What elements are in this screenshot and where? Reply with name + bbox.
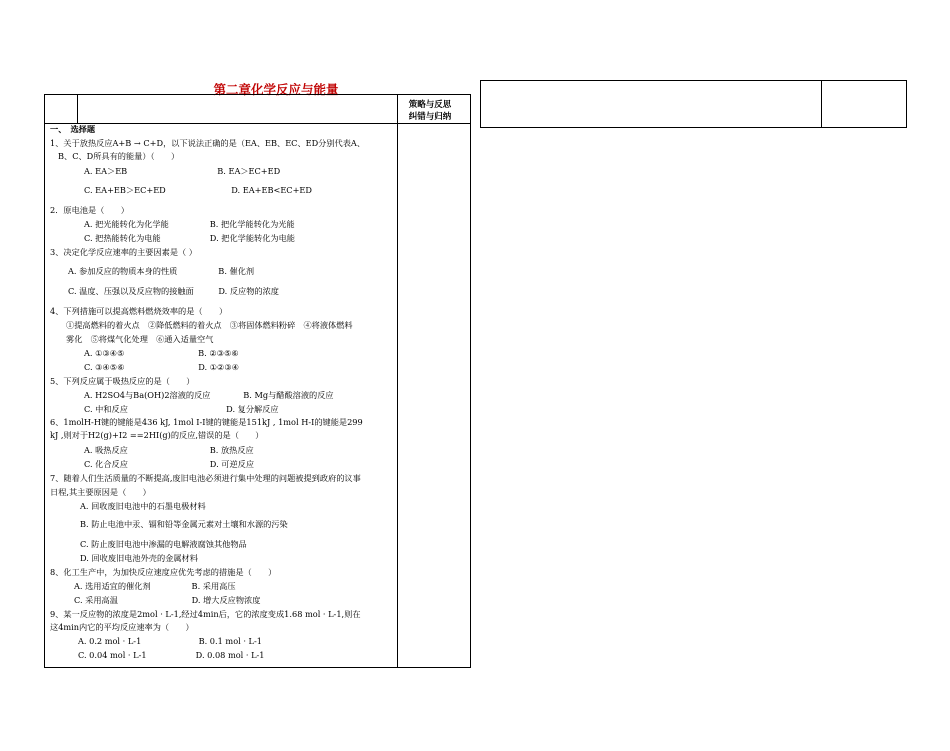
- question-4-measures: ①提高燃料的着火点 ②降低燃料的着火点 ③将固体燃料粉碎 ④将液体燃料: [66, 320, 353, 330]
- question-4-options-cd: C. ③④⑤⑥ D. ①②③④: [84, 362, 240, 372]
- question-7-option-a: A. 回收废旧电池中的石墨电极材料: [80, 501, 206, 511]
- question-9-stem-cont: 这4min内它的平均反应速率为（ ）: [50, 622, 194, 632]
- question-5-options-ab: A. H2SO4与Ba(OH)2溶液的反应 B. Mg与醋酸溶液的反应: [84, 390, 334, 400]
- question-6-options-ab: A. 吸热反应 B. 放热反应: [84, 445, 254, 455]
- question-1-options-ab: A. EA＞EB B. EA＞EC+ED: [84, 166, 281, 176]
- question-4-stem: 4、下列措施可以提高燃料燃烧效率的是（ ）: [50, 306, 228, 316]
- question-7-option-c: C. 防止废旧电池中渗漏的电解液腐蚀其他物品: [80, 539, 247, 549]
- header-row-divider: [45, 123, 470, 124]
- question-2-options-cd: C. 把热能转化为电能 D. 把化学能转化为电能: [84, 233, 295, 243]
- question-4-options-ab: A. ①③④⑤ B. ②③⑤⑥: [84, 348, 239, 358]
- question-1-stem-cont: B、C、D所具有的能量）（ ）: [58, 151, 180, 161]
- question-2-stem: 2．原电池是（ ）: [50, 205, 129, 215]
- question-7-stem-cont: 日程,其主要原因是（ ）: [50, 487, 151, 497]
- question-3-options-cd: C. 温度、压强以及反应物的接触面 D. 反应物的浓度: [68, 286, 279, 296]
- question-5-options-cd: C. 中和反应 D. 复分解反应: [84, 404, 279, 414]
- question-8-options-ab: A. 选用适宜的催化剂 B. 采用高压: [74, 581, 236, 591]
- question-5-stem: 5、下列反应属于吸热反应的是（ ）: [50, 376, 195, 386]
- question-6-stem: 6、1molH-H键的键能是436 kJ, 1mol I-I键的键能是151kJ , 1mol H-I的键能是299: [50, 417, 363, 427]
- question-1-options-cd: C. EA+EB＞EC+ED D. EA+EB<EC+ED: [84, 185, 312, 195]
- notes-column-divider: [397, 95, 398, 667]
- section-heading: 一、 选择题: [50, 124, 96, 134]
- column-divider: [77, 95, 78, 123]
- question-7-option-d: D. 回收废旧电池外壳的金属材料: [80, 553, 198, 563]
- header-strategy-label: 策略与反思: [408, 100, 452, 110]
- right-notes-table: [480, 80, 907, 128]
- notes-column-divider: [821, 81, 822, 127]
- question-2-options-ab: A. 把光能转化为化学能 B. 把化学能转化为光能: [84, 219, 295, 229]
- question-6-options-cd: C. 化合反应 D. 可逆反应: [84, 459, 255, 469]
- page-title: 第二章化学反应与能量: [213, 82, 339, 97]
- question-3-stem: 3、决定化学反应速率的主要因素是（ ）: [50, 247, 197, 257]
- question-9-options-ab: A. 0.2 mol · L-1 B. 0.1 mol · L-1: [78, 636, 262, 646]
- question-3-options-ab: A. 参加反应的物质本身的性质 B. 催化剂: [68, 266, 255, 276]
- question-9-options-cd: C. 0.04 mol · L-1 D. 0.08 mol · L-1: [78, 650, 265, 660]
- question-1-stem: 1、关于放热反应A+B → C+D，以下说法正确的是（EA、EB、EC、ED分别代表A、: [50, 138, 366, 148]
- header-correction-label: 纠错与归纳: [408, 112, 452, 122]
- question-8-stem: 8、化工生产中，为加快反应速度应优先考虑的措施是（ ）: [50, 567, 277, 577]
- question-4-measures-cont: 雾化 ⑤将煤气化处理 ⑥通入适量空气: [66, 334, 214, 344]
- question-9-stem: 9、某一反应物的浓度是2mol · L-1,经过4min后，它的浓度变成1.68 mol · L-1,则在: [50, 609, 361, 619]
- question-6-stem-cont: kJ ,则对于H2(g)+I2 ==2HI(g)的反应,错误的是（ ）: [50, 430, 264, 440]
- question-7-stem: 7、随着人们生活质量的不断提高,废旧电池必须进行集中处理的问题被提到政府的议事: [50, 473, 361, 483]
- question-7-option-b: B. 防止电池中汞、镉和铅等金属元素对土壤和水源的污染: [80, 519, 288, 529]
- question-8-options-cd: C. 采用高温 D. 增大反应物浓度: [74, 595, 261, 605]
